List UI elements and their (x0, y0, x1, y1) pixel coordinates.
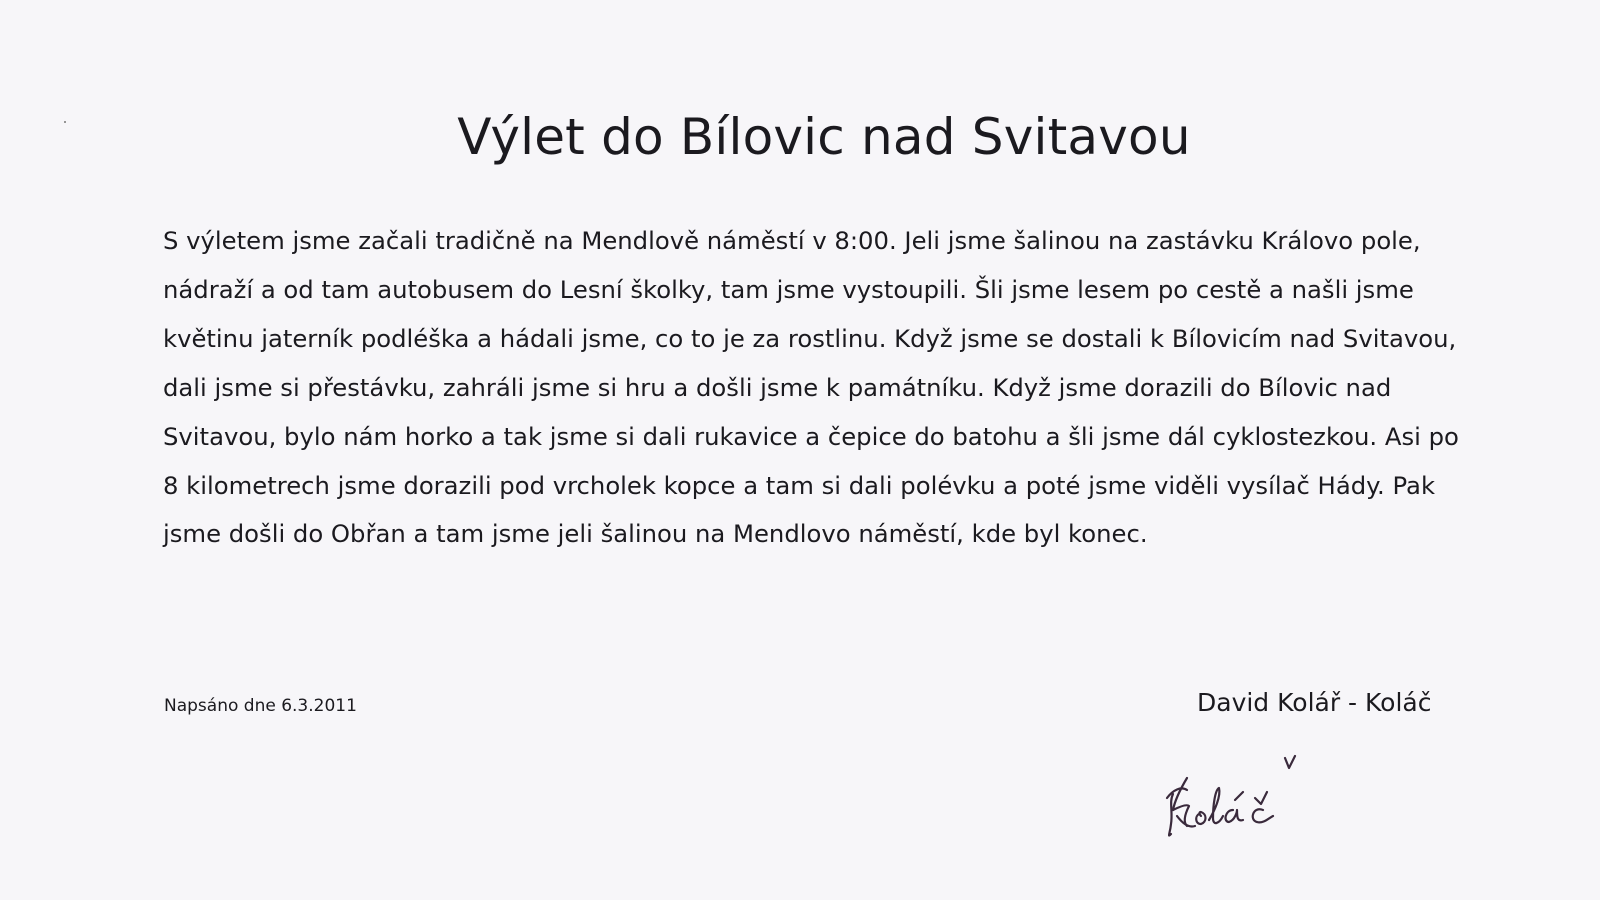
document-body: S výletem jsme začali tradičně na Mendlově náměstí v 8:00. Jeli jsme šalinou na zastávku Královo pole, nádraží a od tam autobusem do Lesní školky, tam jsme vystoupili. Šli jsme lesem po cestě a našli jsme květinu jaterník podléška a hádali jsme, co to je za rostlinu. Když jsme se dostali k Bílovicím nad Svitavou, dali jsme si přestávku, zahráli jsme si hru a došli jsme k památníku. Když jsme dorazili do Bílovic nad Svitavou, bylo nám horko a tak jsme si dali rukavice a čepice do batohu a šli jsme dál cyklostezkou. Asi po 8 kilometrech jsme dorazili pod vrcholek kopce a tam si dali polévku a poté jsme viděli vysílač Hády. Pak jsme došli do Obřan a tam jsme jeli šalinou na Mendlovo náměstí, kde byl konec. (163, 226, 1459, 549)
author-name: David Kolář - Koláč (1197, 688, 1432, 717)
written-date: Napsáno dne 6.3.2011 (164, 696, 357, 716)
handwritten-signature (1165, 754, 1335, 846)
document-title: Výlet do Bílovic nad Svitavou (457, 108, 1191, 166)
